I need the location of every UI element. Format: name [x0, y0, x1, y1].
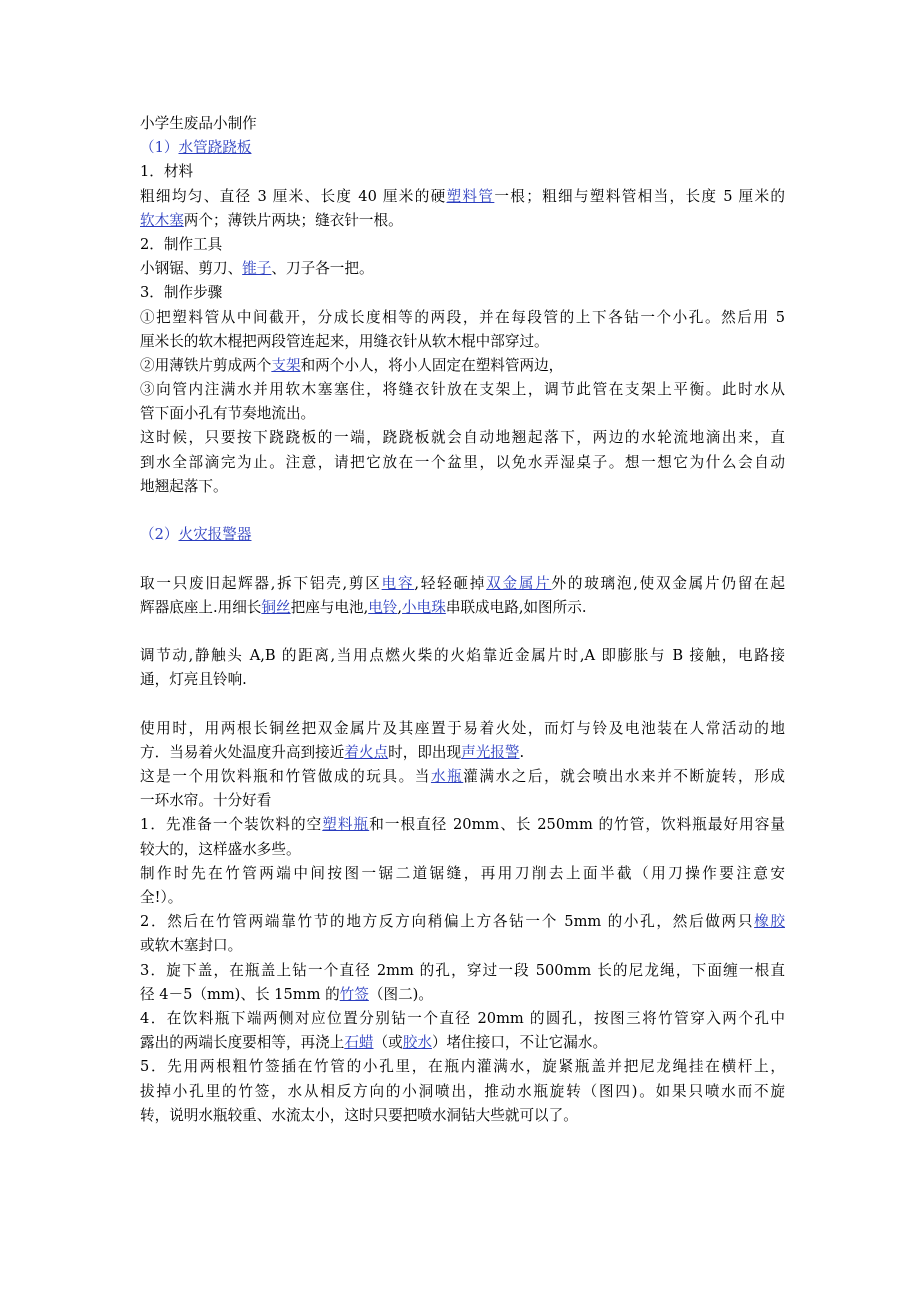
- step-2-line: ②用薄铁片剪成两个支架和两个小人，将小人固定在塑料管两边，: [140, 356, 564, 374]
- bottle-step-3-line-1: 3．旋下盖，在瓶盖上钻一个直径 2mm 的孔，穿过一段 500mm 长的尼龙绳，下面缠一根直: [140, 961, 785, 979]
- document-body: [140, 112, 785, 1128]
- link-fire-alarm[interactable]: 火灾报警器: [178, 526, 252, 544]
- link-paraffin[interactable]: 石蜡: [344, 1034, 374, 1052]
- materials-heading: 1．材料: [140, 163, 194, 181]
- section-1-heading: （1）水管跷跷板: [140, 139, 252, 157]
- alarm-p3-line-1: 使用时，用两根长铜丝把双金属片及其座置于易着火处，而灯与铃及电池装在人常活动的地: [140, 719, 785, 737]
- link-glue[interactable]: 胶水: [402, 1034, 432, 1052]
- link-bracket[interactable]: 支架: [271, 356, 301, 374]
- link-sound-light-alarm[interactable]: 声光报警: [461, 743, 520, 761]
- bottle-step-5-line-1: 5．先用两根粗竹签插在竹管的小孔里，在瓶内灌满水，旋紧瓶盖并把尼龙绳挂在横杆上，: [140, 1058, 785, 1076]
- materials-line-2: 软木塞两个；薄铁片两块；缝衣针一根。: [140, 211, 403, 229]
- bottle-step-5-line-2: 拔掉小孔里的竹签，水从相反方向的小洞喷出，推动水瓶旋转（图四)。如果只喷水而不旋: [140, 1082, 785, 1100]
- link-electric-bell[interactable]: 电铃: [368, 598, 398, 616]
- bottle-step-1-line-1: 1．先准备一个装饮料的空塑料瓶和一根直径 20mm、长 250mm 的竹管，饮料瓶最好用容量: [140, 816, 785, 834]
- note-line-2: 到水全部滴完为止。注意，请把它放在一个盆里，以免水弄湿桌子。想一想它为什么会自动: [140, 453, 785, 471]
- bottle-step-1b-line-2: 全!）。: [140, 889, 183, 906]
- link-rubber[interactable]: 橡胶: [754, 913, 785, 931]
- materials-line-1: 粗细均匀、直径 3 厘米、长度 40 厘米的硬塑料管一根；粗细与塑料管相当，长度 5 厘米的: [140, 187, 785, 205]
- alarm-p2-line-1: 调节动,静触头 A,B 的距离,当用点燃火柴的火焰靠近金属片时,A 即膨胀与 B 接触，电路接: [140, 647, 785, 665]
- link-water-pipe-seesaw[interactable]: 水管跷跷板: [178, 139, 252, 157]
- step-3-line-2: 管下面小孔有节奏地流出。: [140, 405, 316, 423]
- bottle-step-1-line-2: 较大的，这样盛水多些。: [140, 840, 301, 858]
- step-1-line-2: 厘米长的软木棍把两段管连起来，用缝衣针从软木棍中部穿过。: [140, 332, 549, 350]
- link-water-bottle[interactable]: 水瓶: [430, 768, 464, 786]
- link-cork[interactable]: 软木塞: [140, 211, 184, 229]
- bottle-intro-line-2: 一环水帘。十分好看: [140, 792, 272, 810]
- tools-line: 小钢锯、剪刀、锥子、刀子各一把。: [140, 260, 374, 278]
- step-1-line-1: ①把塑料管从中间截开，分成长度相等的两段，并在每段管的上下各钻一个小孔。然后用 5: [140, 308, 785, 326]
- bottle-step-4-line-2: 露出的两端长度要相等，再浇上石蜡（或胶水）堵住接口，不让它漏水。: [140, 1034, 608, 1052]
- alarm-p3-line-2: 方．当易着火处温度升高到接近着火点时，即出现声光报警.: [140, 743, 525, 761]
- note-line-1: 这时候，只要按下跷跷板的一端，跷跷板就会自动地翘起落下，两边的水轮流地滴出来，直: [140, 429, 785, 447]
- tools-heading: 2．制作工具: [140, 235, 223, 253]
- link-awl[interactable]: 锥子: [242, 260, 272, 278]
- alarm-p2-line-2: 通，灯亮且铃响.: [140, 671, 247, 689]
- link-copper-wire[interactable]: 铜丝: [261, 598, 291, 616]
- note-line-3: 地翘起落下。: [140, 477, 228, 495]
- link-small-bulb[interactable]: 小电珠: [402, 598, 446, 616]
- bottle-step-3-line-2: 径 4－5（mm)、长 15mm 的竹签（图二)。: [140, 985, 433, 1003]
- bottle-intro-line-1: 这是一个用饮料瓶和竹管做成的玩具。当水瓶灌满水之后，就会喷出水来并不断旋转，形成: [140, 768, 785, 786]
- link-plastic-bottle[interactable]: 塑料瓶: [322, 816, 370, 834]
- alarm-p1-line-1: 取一只废旧起辉器,拆下铝壳,剪区电容,轻轻砸掉双金属片外的玻璃泡,使双金属片仍留在起: [140, 574, 786, 592]
- document-title: 小学生废品小制作: [140, 115, 257, 132]
- link-bimetal-strip[interactable]: 双金属片: [486, 574, 552, 592]
- bottle-step-1b-line-1: 制作时先在竹管两端中间按图一锯二道锯缝，再用刀削去上面半截（用刀操作要注意安: [140, 864, 785, 882]
- link-capacitor[interactable]: 电容: [381, 574, 415, 592]
- bottle-step-5-line-3: 转，说明水瓶较重、水流太小，这时只要把喷水洞钻大些就可以了。: [140, 1106, 578, 1124]
- bottle-step-2-line-2: 或软木塞封口。: [140, 937, 243, 955]
- alarm-p1-line-2: 辉器底座上.用细长铜丝把座与电池,电铃,小电珠串联成电路,如图所示.: [140, 598, 587, 616]
- link-plastic-pipe[interactable]: 塑料管: [446, 187, 495, 205]
- link-bamboo-stick[interactable]: 竹签: [339, 985, 369, 1003]
- bottle-step-2-line-1: 2．然后在竹管两端靠竹节的地方反方向稍偏上方各钻一个 5mm 的小孔，然后做两只橡胶: [140, 913, 785, 931]
- steps-heading: 3．制作步骤: [140, 284, 223, 302]
- bottle-step-4-line-1: 4．在饮料瓶下端两侧对应位置分别钻一个直径 20mm 的圆孔，按图三将竹管穿入两个孔中: [140, 1009, 785, 1027]
- step-3-line-1: ③向管内注满水并用软木塞塞住，将缝衣针放在支架上，调节此管在支架上平衡。此时水从: [140, 381, 785, 399]
- link-ignition-point[interactable]: 着火点: [344, 743, 389, 761]
- section-2-heading: （2）火灾报警器: [140, 526, 252, 544]
